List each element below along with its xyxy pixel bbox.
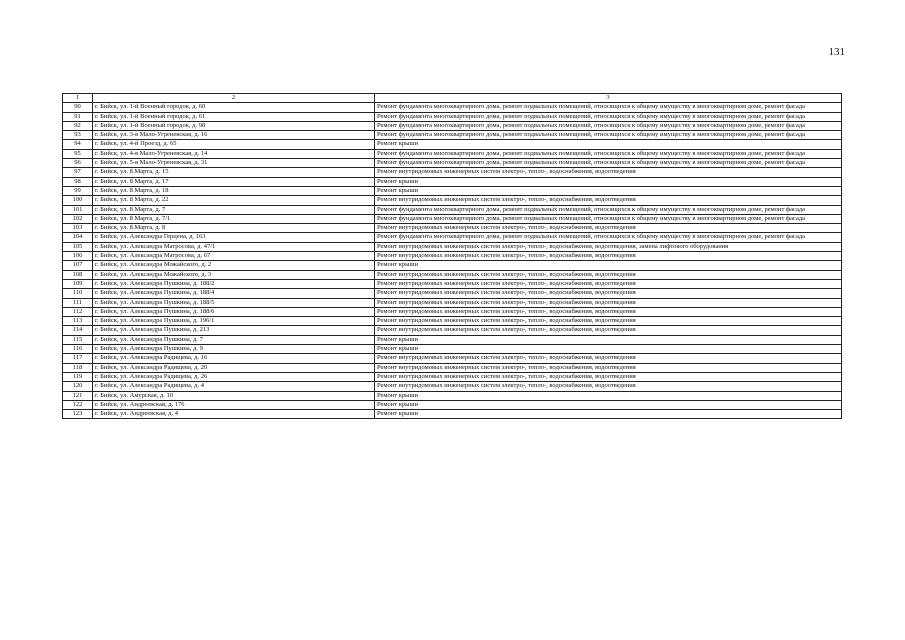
row-number-cell: 117: [63, 354, 93, 363]
address-cell: г. Бийск, ул. 8 Марта, д. 18: [93, 186, 375, 195]
row-number-cell: 101: [63, 205, 93, 214]
address-cell: г. Бийск, ул. Александра Можайского, д. 3: [93, 270, 375, 279]
table-row: [63, 214, 842, 223]
address-cell: г. Бийск, ул. 1-й Военный городок, д. 60: [93, 103, 375, 112]
row-number-cell: 94: [63, 140, 93, 149]
address-cell: г. Бийск, ул. Андреевская, д. 176: [93, 400, 375, 409]
table-row: [63, 326, 842, 335]
work-type-cell: Ремонт фундамента многоквартирного дома, ремонт подвальных помещений, относящихся к общему имуществу в многоквартирном доме, ремонт фасада: [375, 159, 842, 168]
address-cell: г. Бийск, ул. 8 Марта, д. 22: [93, 196, 375, 205]
table-row: [63, 335, 842, 344]
table-row: [63, 298, 842, 307]
row-number-cell: 122: [63, 400, 93, 409]
row-number-cell: 108: [63, 270, 93, 279]
table-row: [63, 168, 842, 177]
address-cell: г. Бийск, ул. Александра Пушкина, д. 213: [93, 326, 375, 335]
table-row: [63, 270, 842, 279]
address-cell: г. Бийск, ул. Александра Матросова, д. 47/1: [93, 242, 375, 251]
table-header-row: [63, 94, 842, 103]
table-body: [63, 103, 842, 419]
table-row: [63, 261, 842, 270]
row-number-cell: 109: [63, 279, 93, 288]
address-cell: г. Бийск, ул. Александра Радищева, д. 26: [93, 372, 375, 381]
work-type-cell: Ремонт внутридомовых инженерных систем электро-, тепло-, водоснабжения, водоотведения: [375, 326, 842, 335]
address-cell: г. Бийск, ул. Александра Герцена, д. 163: [93, 233, 375, 242]
row-number-cell: 120: [63, 382, 93, 391]
work-type-cell: Ремонт внутридомовых инженерных систем электро-, тепло-, водоснабжения, водоотведения: [375, 224, 842, 233]
row-number-cell: 97: [63, 168, 93, 177]
column-header-work-type: 3: [375, 94, 842, 103]
table-row: [63, 289, 842, 298]
work-type-cell: Ремонт внутридомовых инженерных систем электро-, тепло-, водоснабжения, водоотведения: [375, 317, 842, 326]
table-row: [63, 410, 842, 419]
work-type-cell: Ремонт внутридомовых инженерных систем электро-, тепло-, водоснабжения, водоотведения: [375, 168, 842, 177]
address-cell: г. Бийск, ул. Александра Пушкина, д. 188/2: [93, 279, 375, 288]
work-type-cell: Ремонт фундамента многоквартирного дома, ремонт подвальных помещений, относящихся к общему имуществу в многоквартирном доме, ремонт фасада: [375, 214, 842, 223]
work-type-cell: Ремонт крыши: [375, 261, 842, 270]
table-row: [63, 131, 842, 140]
table-row: [63, 242, 842, 251]
work-type-cell: Ремонт внутридомовых инженерных систем электро-, тепло-, водоснабжения, водоотведения: [375, 252, 842, 261]
work-type-cell: Ремонт фундамента многоквартирного дома, ремонт подвальных помещений, относящихся к общему имуществу в многоквартирном доме, ремонт фасада: [375, 131, 842, 140]
row-number-cell: 123: [63, 410, 93, 419]
table-row: [63, 224, 842, 233]
address-cell: г. Бийск, ул. 8 Марта, д. 7: [93, 205, 375, 214]
table-row: [63, 233, 842, 242]
table-row: [63, 177, 842, 186]
work-type-cell: Ремонт внутридомовых инженерных систем электро-, тепло-, водоснабжения, водоотведения, замена лифтового оборудования: [375, 242, 842, 251]
table-row: [63, 345, 842, 354]
row-number-cell: 119: [63, 372, 93, 381]
row-number-cell: 103: [63, 224, 93, 233]
address-cell: г. Бийск, ул. Александра Радищева, д. 20: [93, 363, 375, 372]
row-number-cell: 99: [63, 186, 93, 195]
table-row: [63, 121, 842, 130]
work-type-cell: Ремонт внутридомовых инженерных систем электро-, тепло-, водоснабжения, водоотведения: [375, 382, 842, 391]
address-cell: г. Бийск, ул. 4-я Мало-Угреневская, д. 14: [93, 149, 375, 158]
row-number-cell: 92: [63, 121, 93, 130]
address-cell: г. Бийск, ул. 1-й Военный городок, д. 98: [93, 121, 375, 130]
row-number-cell: 114: [63, 326, 93, 335]
row-number-cell: 98: [63, 177, 93, 186]
work-type-cell: Ремонт фундамента многоквартирного дома, ремонт подвальных помещений, относящихся к общему имуществу в многоквартирном доме, ремонт фасада: [375, 112, 842, 121]
address-cell: г. Бийск, ул. 4-й Проезд, д. 65: [93, 140, 375, 149]
table-row: [63, 196, 842, 205]
work-type-cell: Ремонт внутридомовых инженерных систем электро-, тепло-, водоснабжения, водоотведения: [375, 270, 842, 279]
address-cell: г. Бийск, ул. 8 Марта, д. 8: [93, 224, 375, 233]
work-type-cell: Ремонт фундамента многоквартирного дома, ремонт подвальных помещений, относящихся к общему имуществу в многоквартирном доме, ремонт фасада: [375, 233, 842, 242]
work-type-cell: Ремонт внутридомовых инженерных систем электро-, тепло-, водоснабжения, водоотведения: [375, 307, 842, 316]
column-header-address: 2: [93, 94, 375, 103]
address-cell: г. Бийск, ул. Александра Радищева, д. 16: [93, 354, 375, 363]
column-header-number: 1: [63, 94, 93, 103]
table-row: [63, 159, 842, 168]
address-cell: г. Бийск, ул. 3-я Мало-Угреневская, д. 16: [93, 131, 375, 140]
table-row: [63, 391, 842, 400]
page-number: 131: [828, 46, 845, 58]
work-type-cell: Ремонт фундамента многоквартирного дома, ремонт подвальных помещений, относящихся к общему имуществу в многоквартирном доме, ремонт фасада: [375, 121, 842, 130]
row-number-cell: 106: [63, 252, 93, 261]
address-cell: г. Бийск, ул. Александра Матросова, д. 67: [93, 252, 375, 261]
row-number-cell: 107: [63, 261, 93, 270]
address-cell: г. Бийск, ул. 1-й Военный городок, д. 61: [93, 112, 375, 121]
table-row: [63, 372, 842, 381]
row-number-cell: 113: [63, 317, 93, 326]
row-number-cell: 115: [63, 335, 93, 344]
row-number-cell: 105: [63, 242, 93, 251]
address-cell: г. Бийск, ул. Александра Пушкина, д. 9: [93, 345, 375, 354]
row-number-cell: 90: [63, 103, 93, 112]
work-type-cell: Ремонт крыши: [375, 335, 842, 344]
row-number-cell: 118: [63, 363, 93, 372]
address-cell: г. Бийск, ул. Александра Пушкина, д. 188/4: [93, 289, 375, 298]
row-number-cell: 91: [63, 112, 93, 121]
table-row: [63, 149, 842, 158]
table-row: [63, 103, 842, 112]
address-cell: г. Бийск, ул. Александра Пушкина, д. 188/5: [93, 298, 375, 307]
work-type-cell: Ремонт фундамента многоквартирного дома, ремонт подвальных помещений, относящихся к общему имуществу в многоквартирном доме, ремонт фасада: [375, 149, 842, 158]
table-row: [63, 112, 842, 121]
table-row: [63, 279, 842, 288]
row-number-cell: 100: [63, 196, 93, 205]
work-type-cell: Ремонт внутридомовых инженерных систем электро-, тепло-, водоснабжения, водоотведения: [375, 196, 842, 205]
work-type-cell: Ремонт крыши: [375, 177, 842, 186]
row-number-cell: 95: [63, 149, 93, 158]
work-type-cell: Ремонт внутридомовых инженерных систем электро-, тепло-, водоснабжения, водоотведения: [375, 298, 842, 307]
work-type-cell: Ремонт крыши: [375, 400, 842, 409]
row-number-cell: 102: [63, 214, 93, 223]
row-number-cell: 104: [63, 233, 93, 242]
work-type-cell: Ремонт крыши: [375, 345, 842, 354]
row-number-cell: 96: [63, 159, 93, 168]
address-cell: г. Бийск, ул. Александра Пушкина, д. 196/1: [93, 317, 375, 326]
address-cell: г. Бийск, ул. Амурская, д. 10: [93, 391, 375, 400]
row-number-cell: 110: [63, 289, 93, 298]
address-cell: г. Бийск, ул. 8 Марта, д. 15: [93, 168, 375, 177]
row-number-cell: 121: [63, 391, 93, 400]
address-cell: г. Бийск, ул. 8 Марта, д. 17: [93, 177, 375, 186]
table-row: [63, 186, 842, 195]
table-row: [63, 400, 842, 409]
work-type-cell: Ремонт крыши: [375, 186, 842, 195]
address-cell: г. Бийск, ул. Александра Пушкина, д. 7: [93, 335, 375, 344]
work-type-cell: Ремонт внутридомовых инженерных систем электро-, тепло-, водоснабжения, водоотведения: [375, 372, 842, 381]
table-row: [63, 317, 842, 326]
table-row: [63, 382, 842, 391]
address-cell: г. Бийск, ул. Александра Пушкина, д. 188/6: [93, 307, 375, 316]
table-row: [63, 140, 842, 149]
address-cell: г. Бийск, ул. Андреевская, д. 4: [93, 410, 375, 419]
work-type-cell: Ремонт крыши: [375, 391, 842, 400]
address-cell: г. Бийск, ул. 8 Марта, д. 7/1: [93, 214, 375, 223]
address-cell: г. Бийск, ул. 5-я Мало-Угреневская, д. 31: [93, 159, 375, 168]
work-type-cell: Ремонт внутридомовых инженерных систем электро-, тепло-, водоснабжения, водоотведения: [375, 354, 842, 363]
work-type-cell: Ремонт крыши: [375, 410, 842, 419]
work-type-cell: Ремонт крыши: [375, 140, 842, 149]
work-type-cell: Ремонт фундамента многоквартирного дома, ремонт подвальных помещений, относящихся к общему имуществу в многоквартирном доме, ремонт фасада: [375, 103, 842, 112]
work-type-cell: Ремонт внутридомовых инженерных систем электро-, тепло-, водоснабжения, водоотведения: [375, 289, 842, 298]
work-type-cell: Ремонт внутридомовых инженерных систем электро-, тепло-, водоснабжения, водоотведения: [375, 363, 842, 372]
table-row: [63, 363, 842, 372]
address-cell: г. Бийск, ул. Александра Можайского, д. 2: [93, 261, 375, 270]
address-cell: г. Бийск, ул. Александра Радищева, д. 4: [93, 382, 375, 391]
repair-registry-table: [62, 93, 842, 419]
row-number-cell: 93: [63, 131, 93, 140]
work-type-cell: Ремонт внутридомовых инженерных систем электро-, тепло-, водоснабжения, водоотведения: [375, 279, 842, 288]
work-type-cell: Ремонт фундамента многоквартирного дома, ремонт подвальных помещений, относящихся к общему имуществу в многоквартирном доме, ремонт фасада: [375, 205, 842, 214]
row-number-cell: 111: [63, 298, 93, 307]
table-row: [63, 354, 842, 363]
table-row: [63, 252, 842, 261]
table-row: [63, 307, 842, 316]
row-number-cell: 116: [63, 345, 93, 354]
row-number-cell: 112: [63, 307, 93, 316]
table-row: [63, 205, 842, 214]
